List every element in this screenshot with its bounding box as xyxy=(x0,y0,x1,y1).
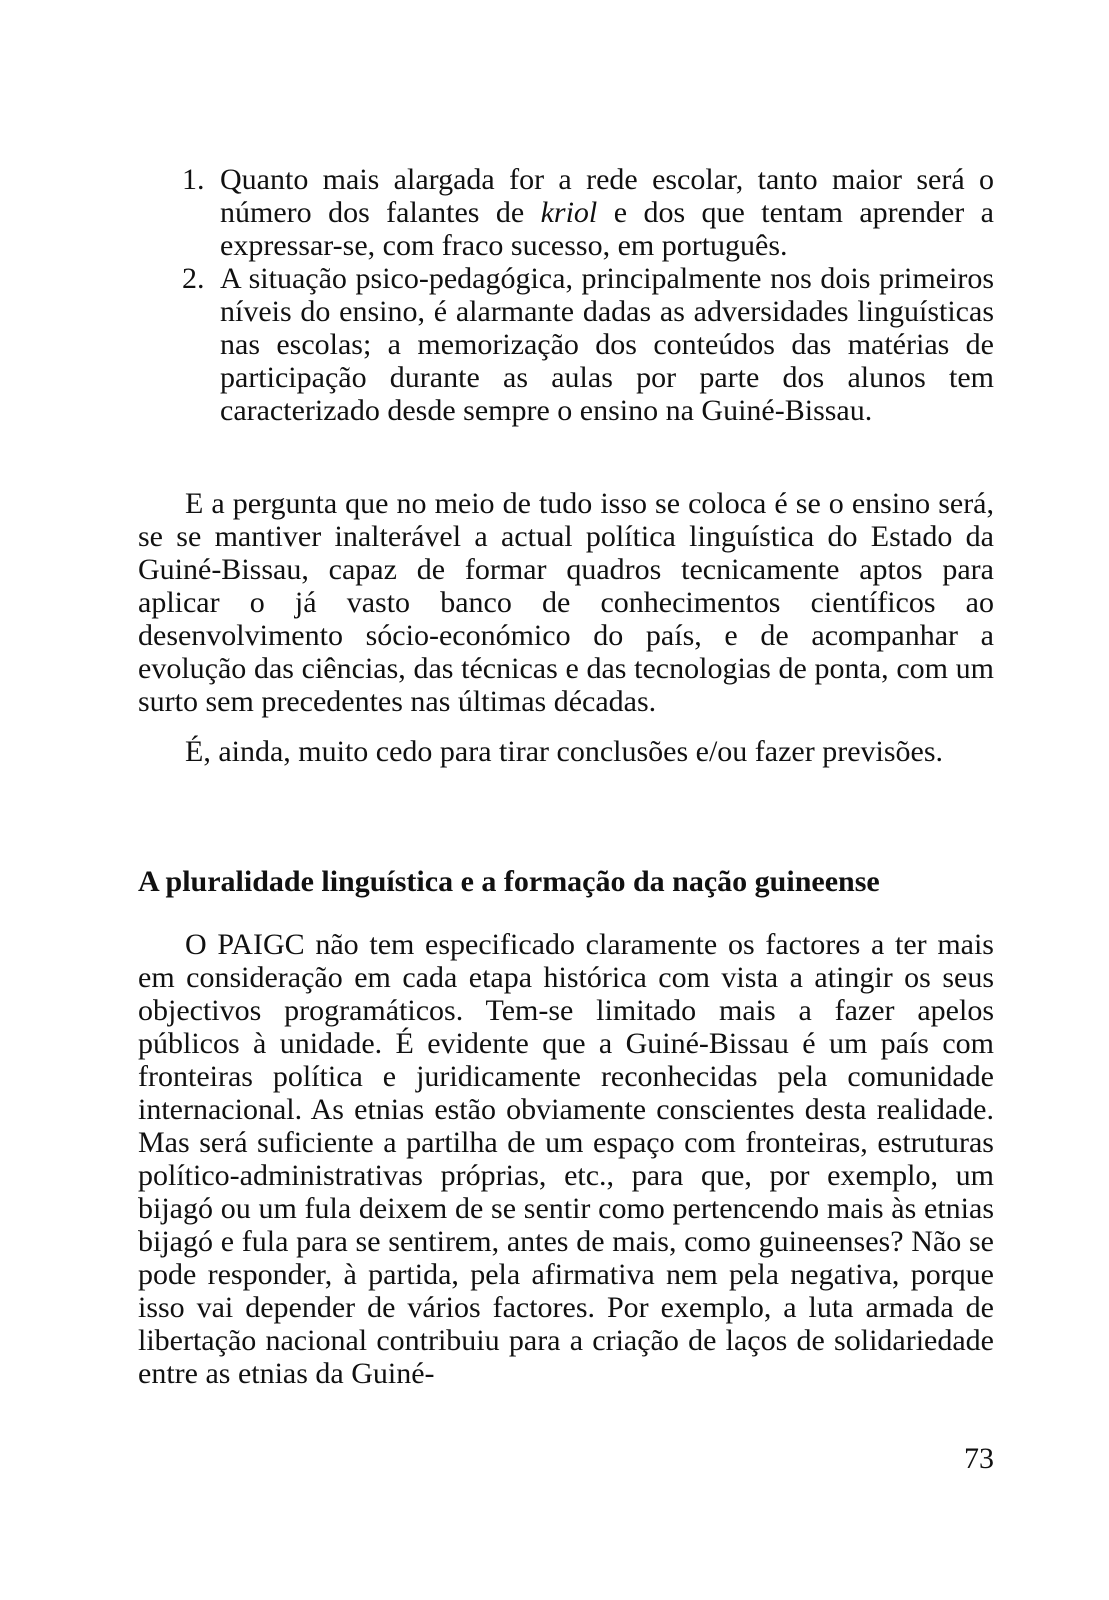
italic-term: kriol xyxy=(540,196,598,229)
page-number: 73 xyxy=(964,1442,994,1475)
paragraph: E a pergunta que no meio de tudo isso se coloca é se o ensino será, se se mantiver inalterável a actual política linguística do Estado da Guiné-Bissau, capaz de formar quadros tecnicamente aptos para aplicar o já vasto banco de conhecimentos científicos ao desenvolvimento sócio-económico do país, e de acompanhar a evolução das ciências, das técnicas e das tecnologias de ponta, com um surto sem precedentes nas últimas décadas. xyxy=(138,487,994,718)
paragraph: O PAIGC não tem especificado claramente os factores a ter mais em consideração em cada etapa histórica com vista a atingir os seus objectivos programáticos. Tem-se limitado mais a fazer apelos públicos à unidade. É evidente que a Guiné-Bissau é um país com fronteiras política e juridicamente reconhecidas pela comunidade internacional. As etnias estão obviamente conscientes desta realidade. Mas será suficiente a partilha de um espaço com fronteiras, estruturas político-administrativas próprias, etc., para que, por exemplo, um bijagó ou um fula deixem de se sentir como pertencendo mais às etnias bijagó e fula para se sentirem, antes de mais, como guineenses? Não se pode responder, à partida, pela afirmativa nem pela negativa, porque isso vai depender de vários factores. Por exemplo, a luta armada de libertação nacional contribuiu para a criação de laços de solidariedade entre as etnias da Guiné- xyxy=(138,928,994,1390)
numbered-list xyxy=(182,163,994,427)
list-item xyxy=(182,262,994,427)
paragraph: É, ainda, muito cedo para tirar conclusões e/ou fazer previsões. xyxy=(185,735,944,768)
section-heading: A pluralidade linguística e a formação da nação guineense xyxy=(138,865,880,898)
list-item xyxy=(182,163,994,262)
list-item-text: Quanto mais alargada for a rede escolar, tanto maior será o número dos falantes de kriol e dos que tentam aprender a expressar-se, com fraco sucesso, em português. xyxy=(220,163,994,262)
list-item-number: 1. xyxy=(182,163,205,196)
list-item-text: A situação psico-pedagógica, principalmente nos dois primeiros níveis do ensino, é alarmante dadas as adversidades linguísticas nas escolas; a memorização dos conteúdos das matérias de participação durante as aulas por parte dos alunos tem caracterizado desde sempre o ensino na Guiné-Bissau. xyxy=(220,262,994,427)
list-item-number: 2. xyxy=(182,262,205,295)
